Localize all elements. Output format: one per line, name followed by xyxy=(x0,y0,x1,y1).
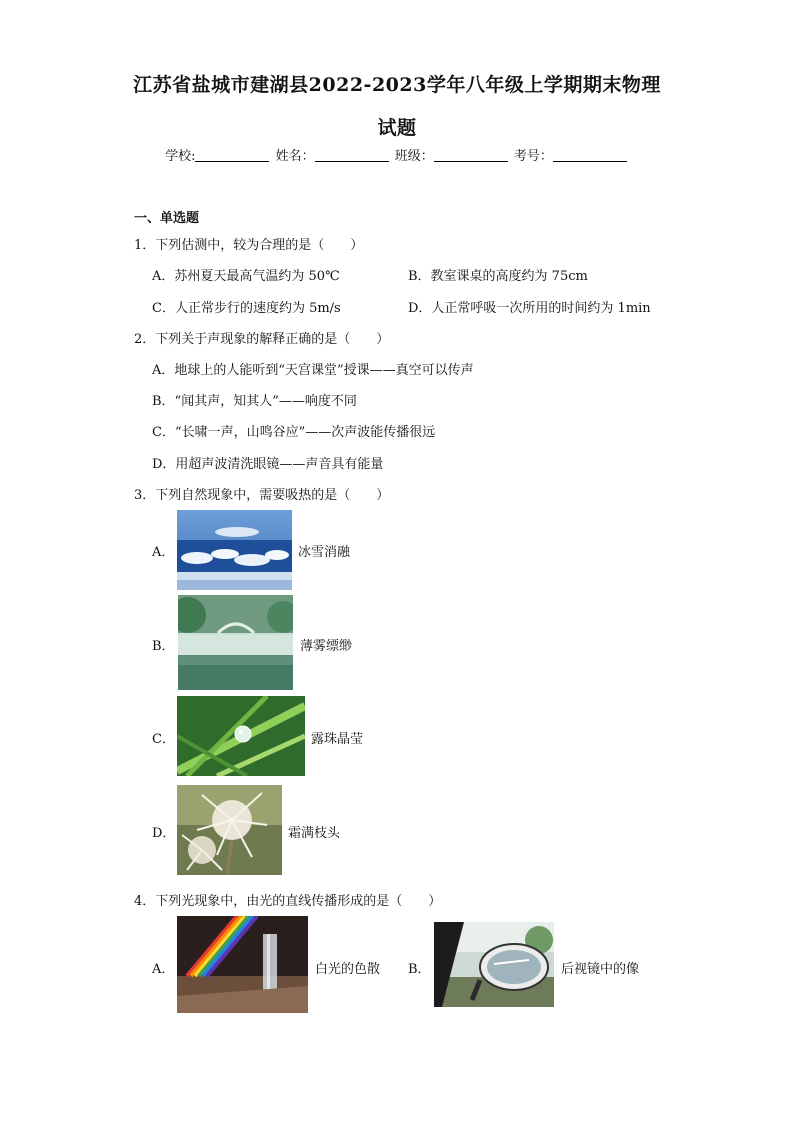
question-3-option-d-caption: 霜满枝头 xyxy=(288,826,341,841)
rearview-mirror-photo xyxy=(434,922,554,1007)
student-info-line xyxy=(0,145,794,164)
page-title: 江苏省盐城市建湖县2022-2023学年八年级上学期期末物理 xyxy=(133,74,661,96)
question-1-option-c: C．人正常步行的速度约为 5m/s xyxy=(152,301,341,316)
section-heading: 一、单选题 xyxy=(134,211,200,226)
question-1-stem: 1．下列估测中，较为合理的是（ ） xyxy=(134,238,364,253)
number-label: 考号： xyxy=(513,149,553,164)
question-3-option-c-label: C． xyxy=(152,732,175,747)
class-label: 班级： xyxy=(394,149,434,164)
question-4-option-b-caption: 后视镜中的像 xyxy=(561,962,640,977)
frost-branch-photo xyxy=(177,785,282,875)
question-3-option-a-label: A． xyxy=(152,545,175,560)
mist-lake-photo xyxy=(178,595,293,690)
question-2-option-d: D．用超声波清洗眼镜——声音具有能量 xyxy=(152,457,384,472)
question-2-option-b: B．“闻其声，知其人”——响度不同 xyxy=(152,394,357,409)
question-4-stem: 4．下列光现象中，由光的直线传播形成的是（ ） xyxy=(134,894,442,909)
question-1-option-a: A．苏州夏天最高气温约为 50℃ xyxy=(152,269,340,284)
dewdrop-grass-photo xyxy=(177,696,305,776)
question-4-option-b-label: B． xyxy=(408,962,431,977)
question-2-stem: 2．下列关于声现象的解释正确的是（ ） xyxy=(134,332,390,347)
question-1-option-d: D．人正常呼吸一次所用的时间约为 1min xyxy=(408,301,651,316)
question-2-option-a: A．地球上的人能听到“天宫课堂”授课——真空可以传声 xyxy=(152,363,474,378)
question-3-option-a-caption: 冰雪消融 xyxy=(298,545,351,560)
question-3-option-d-label: D． xyxy=(152,826,176,841)
page-title-line2: 试题 xyxy=(377,117,417,139)
question-1-option-b: B．教室课桌的高度约为 75cm xyxy=(408,269,588,284)
snow-melting-photo xyxy=(177,510,292,590)
class-field[interactable] xyxy=(434,149,508,162)
question-4-option-a-caption: 白光的色散 xyxy=(315,962,381,977)
question-3-option-b-label: B． xyxy=(152,639,175,654)
number-field[interactable] xyxy=(553,149,627,162)
prism-dispersion-photo xyxy=(177,916,308,1013)
name-label: 姓名： xyxy=(275,149,315,164)
question-3-option-b-caption: 薄雾缥缈 xyxy=(300,639,353,654)
question-4-option-a-label: A． xyxy=(152,962,175,977)
name-field[interactable] xyxy=(315,149,389,162)
school-label: 学校: xyxy=(165,149,196,164)
question-3-option-c-caption: 露珠晶莹 xyxy=(311,732,364,747)
school-field[interactable] xyxy=(195,149,269,162)
question-3-stem: 3．下列自然现象中，需要吸热的是（ ） xyxy=(134,488,390,503)
question-2-option-c: C．“长啸一声，山鸣谷应”——次声波能传播很远 xyxy=(152,425,436,440)
